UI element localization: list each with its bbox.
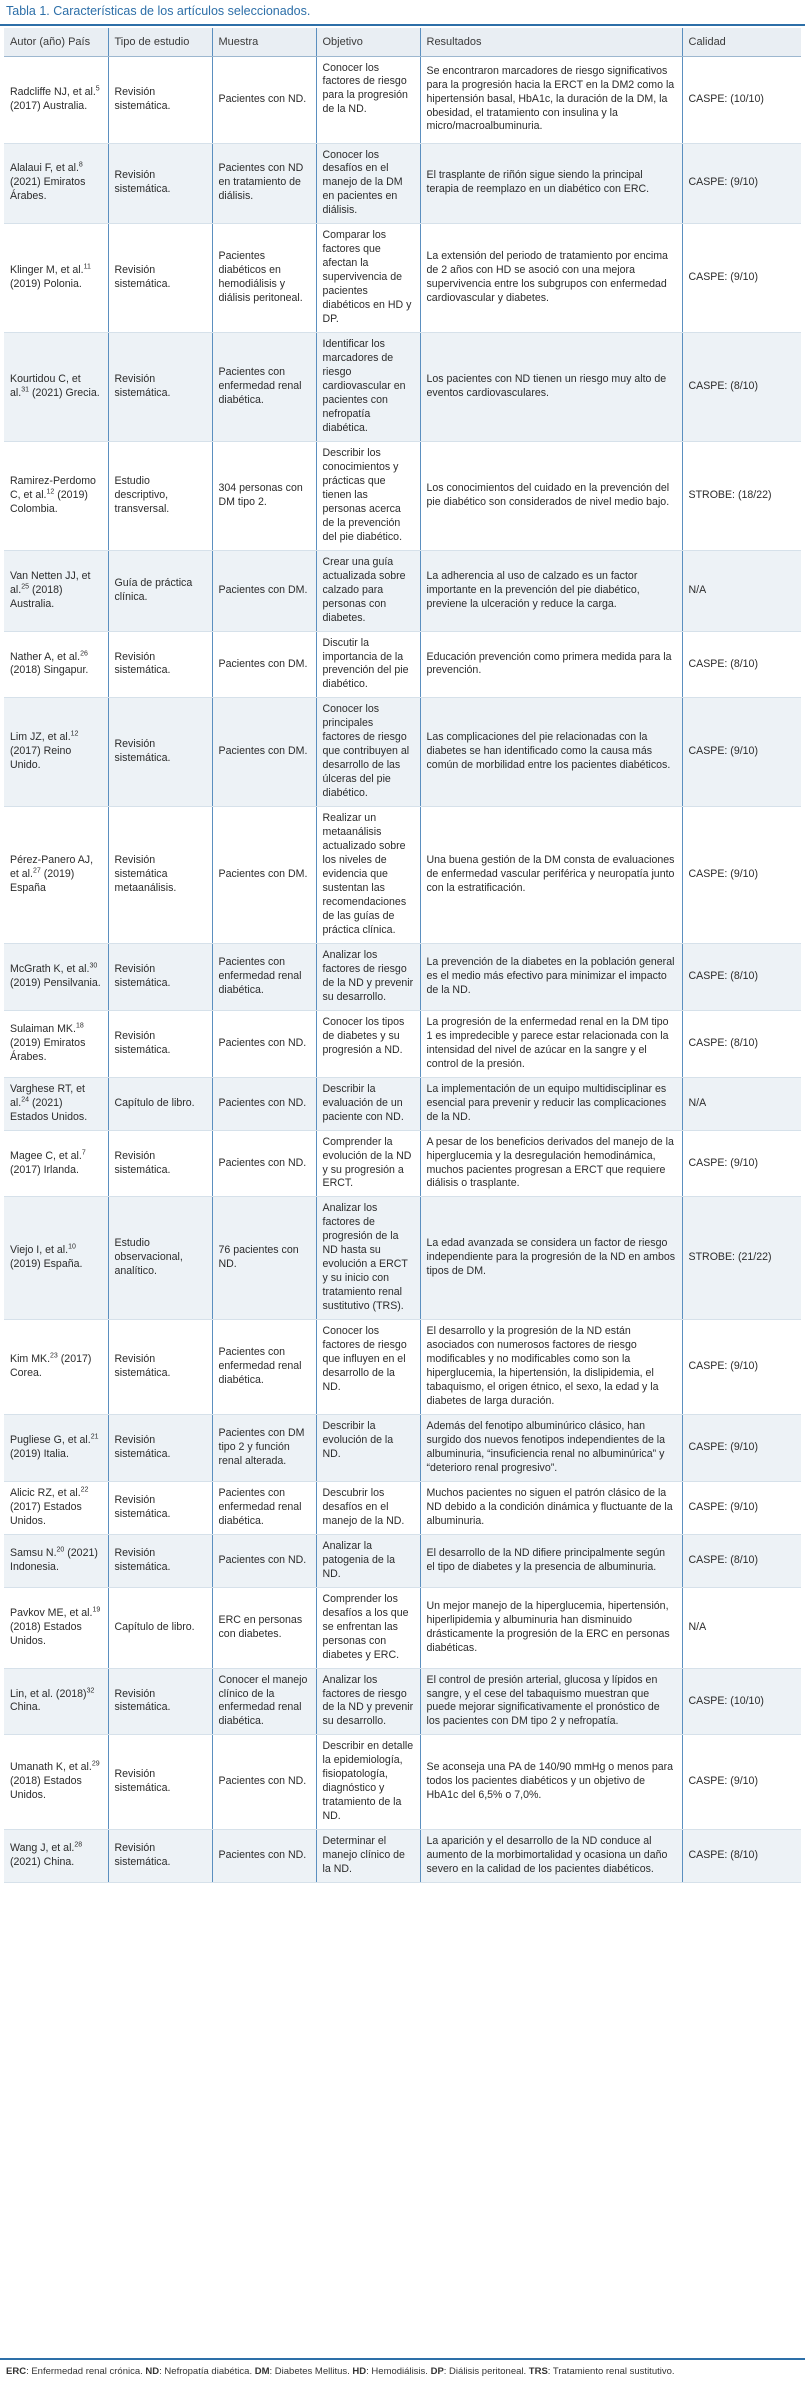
abbreviation-definition: : Diálisis peritoneal. — [443, 2366, 529, 2377]
reference-number: 19 — [92, 1606, 101, 1614]
table-body — [4, 56, 801, 1883]
cell-study-type: Revisión sistemática. — [108, 333, 212, 442]
cell-quality: CASPE: (9/10) — [682, 143, 801, 224]
author-name: Klinger M, et al. — [10, 264, 84, 277]
caption-label: Tabla 1. — [6, 4, 50, 18]
cell-results: El control de presión arterial, glucosa y lípidos en sangre, y el cese del tabaquismo muestran que puede mejorar significativamente el pronóstico de los pacientes con DM tipo 2 y nefropatía. — [420, 1668, 682, 1735]
cell-author — [4, 1320, 108, 1415]
cell-objective: Discutir la importancia de la prevención del pie diabético. — [316, 631, 420, 698]
reference-number: 12 — [46, 488, 55, 496]
table-row — [4, 1587, 801, 1668]
header-study-type: Tipo de estudio — [108, 28, 212, 56]
author-year-country: (2021) Emiratos Árabes. — [10, 176, 86, 203]
cell-objective: Describir la evaluación de un paciente con ND. — [316, 1077, 420, 1130]
cell-author — [4, 807, 108, 944]
reference-number: 30 — [89, 962, 98, 970]
author-year-country: (2017) Corea. — [10, 1353, 92, 1380]
cell-study-type: Revisión sistemática metaanálisis. — [108, 807, 212, 944]
reference-number: 28 — [74, 1841, 83, 1849]
table-row — [4, 1197, 801, 1320]
author-year-country: (2018) Estados Unidos. — [10, 1775, 82, 1802]
cell-sample: 304 personas con DM tipo 2. — [212, 441, 316, 550]
abbreviation: ERC — [6, 2366, 27, 2377]
cell-author — [4, 143, 108, 224]
cell-study-type: Revisión sistemática. — [108, 631, 212, 698]
cell-objective: Identificar los marcadores de riesgo cardiovascular en pacientes con nefropatía diabética. — [316, 333, 420, 442]
author-name: Radcliffe NJ, et al. — [10, 85, 96, 98]
cell-quality: CASPE: (9/10) — [682, 807, 801, 944]
author-year-country: (2018) Australia. — [10, 583, 63, 610]
cell-sample: Pacientes con enfermedad renal diabética. — [212, 1481, 316, 1534]
cell-study-type: Capítulo de libro. — [108, 1587, 212, 1668]
cell-quality: STROBE: (21/22) — [682, 1197, 801, 1320]
table-row — [4, 1010, 801, 1077]
reference-number: 22 — [80, 1486, 89, 1494]
reference-number: 8 — [78, 161, 83, 169]
cell-study-type: Estudio descriptivo, transversal. — [108, 441, 212, 550]
table-row — [4, 631, 801, 698]
cell-results: Muchos pacientes no siguen el patrón clásico de la ND debido a la condición dinámica y fluctuante de la albuminuria. — [420, 1481, 682, 1534]
cell-objective: Descubrir los desafíos en el manejo de la ND. — [316, 1481, 420, 1534]
table-caption — [6, 4, 310, 18]
author-year-country: (2021) Grecia. — [29, 387, 100, 400]
cell-sample: Pacientes con ND. — [212, 1077, 316, 1130]
author-name: Wang J, et al. — [10, 1842, 75, 1855]
author-year-country: (2019) Polonia. — [10, 278, 82, 291]
author-year-country: (2018) Estados Unidos. — [10, 1620, 82, 1647]
header-sample: Muestra — [212, 28, 316, 56]
cell-objective: Describir en detalle la epidemiología, fisiopatología, diagnóstico y tratamiento de la ND. — [316, 1735, 420, 1830]
cell-quality: CASPE: (9/10) — [682, 1130, 801, 1197]
reference-number: 23 — [50, 1352, 58, 1360]
cell-quality: CASPE: (8/10) — [682, 1830, 801, 1883]
author-name: Alicic RZ, et al. — [10, 1486, 81, 1499]
cell-quality: CASPE: (8/10) — [682, 943, 801, 1010]
cell-author — [4, 631, 108, 698]
reference-number: 26 — [80, 649, 88, 657]
cell-quality: CASPE: (9/10) — [682, 1481, 801, 1534]
cell-sample: Pacientes con DM. — [212, 698, 316, 807]
cell-study-type: Revisión sistemática. — [108, 224, 212, 333]
author-year-country: (2017) Irlanda. — [10, 1163, 79, 1176]
cell-results: Se aconseja una PA de 140/90 mmHg o menos para todos los pacientes diabéticos y un objetivo de HbA1c del 6,5% o 7,0%. — [420, 1735, 682, 1830]
cell-results: Los pacientes con ND tienen un riesgo muy alto de eventos cardiovasculares. — [420, 333, 682, 442]
table-row — [4, 943, 801, 1010]
abbreviation-definition: : Enfermedad renal crónica. — [26, 2366, 146, 2377]
cell-author — [4, 1587, 108, 1668]
author-year-country: (2019) Colombia. — [10, 488, 88, 515]
cell-objective: Crear una guía actualizada sobre calzado para personas con diabetes. — [316, 550, 420, 631]
table-row — [4, 441, 801, 550]
cell-results: Se encontraron marcadores de riesgo significativos para la progresión hacia la ERCT en la DM2 como la hipertensión basal, HbA1c, la duración de la DM, la obesidad, el tratamiento con insulina y la micro/macroalbuminuria. — [420, 56, 682, 143]
caption-title: Características de los artículos seleccionados. — [53, 4, 311, 18]
cell-author — [4, 441, 108, 550]
author-year-country: (2018) Singapur. — [10, 664, 89, 677]
author-name: Nather A, et al. — [10, 650, 81, 663]
cell-quality: CASPE: (9/10) — [682, 1320, 801, 1415]
table-row — [4, 1735, 801, 1830]
cell-quality: CASPE: (9/10) — [682, 1735, 801, 1830]
author-name: Umanath K, et al. — [10, 1761, 92, 1774]
table-row — [4, 1830, 801, 1883]
reference-number: 27 — [32, 867, 41, 875]
header-author: Autor (año) País — [4, 28, 108, 56]
table-row — [4, 1130, 801, 1197]
author-year-country: (2019) España. — [10, 1258, 83, 1271]
cell-objective: Describir los conocimientos y prácticas que tienen las personas acerca de la prevención del pie diabético. — [316, 441, 420, 550]
cell-author — [4, 1077, 108, 1130]
cell-results: La progresión de la enfermedad renal en la DM tipo 1 es impredecible y parece estar relacionada con la intensidad del nivel de azúcar en la sangre y el control de la presión. — [420, 1010, 682, 1077]
reference-number: 10 — [68, 1243, 76, 1251]
cell-author — [4, 1130, 108, 1197]
cell-study-type: Revisión sistemática. — [108, 1534, 212, 1587]
cell-sample: Pacientes con ND en tratamiento de diálisis. — [212, 143, 316, 224]
cell-objective: Analizar los factores de progresión de la ND hasta su evolución a ERCT y su inicio con tratamiento renal sustitutivo (TRS). — [316, 1197, 420, 1320]
author-year-country: (2019) Emiratos Árabes. — [10, 1036, 86, 1063]
author-year-country: (2019) Italia. — [10, 1447, 69, 1460]
author-year-country: (2021) Indonesia. — [10, 1546, 98, 1573]
cell-quality: CASPE: (9/10) — [682, 698, 801, 807]
cell-results: El desarrollo de la ND difiere principalmente según el tipo de diabetes y la presencia de albuminuria. — [420, 1534, 682, 1587]
cell-study-type: Revisión sistemática. — [108, 943, 212, 1010]
reference-number: 31 — [21, 386, 29, 394]
cell-sample: Pacientes con ND. — [212, 56, 316, 143]
table-row — [4, 1668, 801, 1735]
cell-study-type: Revisión sistemática. — [108, 1320, 212, 1415]
cell-sample: Pacientes diabéticos en hemodiálisis y diálisis peritoneal. — [212, 224, 316, 333]
table-row — [4, 698, 801, 807]
cell-author — [4, 333, 108, 442]
reference-number: 11 — [83, 263, 91, 271]
cell-objective: Analizar la patogenia de la ND. — [316, 1534, 420, 1587]
author-year-country: (2019) España — [10, 868, 75, 895]
cell-study-type: Revisión sistemática. — [108, 1481, 212, 1534]
cell-author — [4, 56, 108, 143]
cell-results: Las complicaciones del pie relacionadas con la diabetes se han identificado como la causa más común de morbilidad entre los pacientes diabéticos. — [420, 698, 682, 807]
author-name: Magee C, et al. — [10, 1149, 82, 1162]
cell-author — [4, 1830, 108, 1883]
author-name: McGrath K, et al. — [10, 962, 90, 975]
cell-sample: Pacientes con DM. — [212, 550, 316, 631]
author-year-country: (2021) China. — [10, 1856, 75, 1869]
author-year-country: (2019) Pensilvania. — [10, 976, 101, 989]
cell-quality: CASPE: (8/10) — [682, 1010, 801, 1077]
table-row — [4, 1077, 801, 1130]
cell-results: Además del fenotipo albuminúrico clásico, han surgido dos nuevos fenotipos independientes de la albuminuria, “insuficiencia renal no albuminúrica” y “deterioro renal progresivo”. — [420, 1415, 682, 1482]
cell-study-type: Revisión sistemática. — [108, 143, 212, 224]
cell-study-type: Revisión sistemática. — [108, 1830, 212, 1883]
cell-author — [4, 1010, 108, 1077]
header-results: Resultados — [420, 28, 682, 56]
author-name: Viejo I, et al. — [10, 1244, 69, 1257]
cell-results: El desarrollo y la progresión de la ND están asociados con numerosos factores de riesgo modificables y no modificables como son la hiperglucemia, la hipertensión, la dislipidemia, el tabaquismo, el origen étnico, el sexo, la edad y la diabetes de larga duración. — [420, 1320, 682, 1415]
header-objective: Objetivo — [316, 28, 420, 56]
cell-objective: Conocer los principales factores de riesgo que contribuyen al desarrollo de las úlceras del pie diabético. — [316, 698, 420, 807]
cell-results: La aparición y el desarrollo de la ND conduce al aumento de la morbimortalidad y ocasiona un daño severo en la calidad de los pacientes diabéticos. — [420, 1830, 682, 1883]
author-name: Varghese RT, et al. — [10, 1082, 85, 1109]
cell-sample: Pacientes con DM. — [212, 807, 316, 944]
header-row — [4, 28, 801, 56]
cell-author — [4, 1668, 108, 1735]
author-year-country: (2017) Estados Unidos. — [10, 1500, 82, 1527]
cell-results: La edad avanzada se considera un factor de riesgo independiente para la progresión de la ND en ambos tipos de DM. — [420, 1197, 682, 1320]
reference-number: 32 — [86, 1686, 95, 1694]
cell-study-type: Revisión sistemática. — [108, 56, 212, 143]
cell-objective: Conocer los tipos de diabetes y su progresión a ND. — [316, 1010, 420, 1077]
table-row — [4, 1481, 801, 1534]
cell-sample: Pacientes con DM tipo 2 y función renal alterada. — [212, 1415, 316, 1482]
cell-author — [4, 1481, 108, 1534]
cell-results: Un mejor manejo de la hiperglucemia, hipertensión, hiperlipidemia y albuminuria han disminuido drásticamente la progresión de la ERC en personas diabéticas. — [420, 1587, 682, 1668]
table-row — [4, 807, 801, 944]
abbreviation: DP — [430, 2366, 444, 2377]
reference-number: 12 — [70, 730, 79, 738]
abbreviation-definition: : Nefropatía diabética. — [159, 2366, 255, 2377]
cell-sample: 76 pacientes con ND. — [212, 1197, 316, 1320]
cell-quality: CASPE: (10/10) — [682, 1668, 801, 1735]
cell-objective: Realizar un metaanálisis actualizado sobre los niveles de evidencia que sustentan las recomendaciones de las guías de práctica clínica. — [316, 807, 420, 944]
cell-quality: N/A — [682, 1587, 801, 1668]
cell-quality: STROBE: (18/22) — [682, 441, 801, 550]
cell-author — [4, 1735, 108, 1830]
cell-results: Educación prevención como primera medida para la prevención. — [420, 631, 682, 698]
cell-study-type: Revisión sistemática. — [108, 698, 212, 807]
cell-quality: CASPE: (9/10) — [682, 1415, 801, 1482]
abbreviation: DM — [254, 2366, 270, 2377]
cell-sample: Pacientes con ND. — [212, 1010, 316, 1077]
reference-number: 29 — [91, 1760, 100, 1768]
cell-quality: N/A — [682, 550, 801, 631]
author-name: Kim MK. — [10, 1353, 51, 1366]
cell-sample: Pacientes con enfermedad renal diabética. — [212, 333, 316, 442]
abbreviations-footnote — [6, 2366, 675, 2377]
reference-number: 7 — [81, 1149, 86, 1157]
cell-quality: CASPE: (10/10) — [682, 56, 801, 143]
cell-results: Una buena gestión de la DM consta de evaluaciones de enfermedad vascular periférica y neuropatía junto con la estratificación. — [420, 807, 682, 944]
author-year-country: China. — [10, 1701, 41, 1714]
header-quality: Calidad — [682, 28, 801, 56]
author-year-country: (2017) Reino Unido. — [10, 745, 72, 772]
author-name: Sulaiman MK. — [10, 1022, 76, 1035]
table-row — [4, 56, 801, 143]
abbreviation: ND — [145, 2366, 160, 2377]
cell-results: La implementación de un equipo multidisciplinar es esencial para prevenir y reducir las complicaciones de la ND. — [420, 1077, 682, 1130]
author-name: Lim JZ, et al. — [10, 731, 71, 744]
cell-results: La extensión del periodo de tratamiento por encima de 2 años con HD se asoció con una mejora supervivencia entre los subgrupos con enfermedad cardiovascular y diabetes. — [420, 224, 682, 333]
cell-sample: Pacientes con ND. — [212, 1130, 316, 1197]
cell-sample: Pacientes con enfermedad renal diabética. — [212, 1320, 316, 1415]
table-header — [4, 28, 801, 56]
table-row — [4, 1320, 801, 1415]
cell-results: Los conocimientos del cuidado en la prevención del pie diabético son considerados de nivel medio bajo. — [420, 441, 682, 550]
table-row — [4, 1534, 801, 1587]
abbreviation-definition: : Tratamiento renal sustitutivo. — [547, 2366, 675, 2377]
cell-objective: Comparar los factores que afectan la supervivencia de pacientes diabéticos en HD y DP. — [316, 224, 420, 333]
articles-table-wrapper — [4, 28, 801, 1883]
table-row — [4, 143, 801, 224]
cell-sample: Pacientes con ND. — [212, 1830, 316, 1883]
cell-author — [4, 698, 108, 807]
abbreviation: TRS — [528, 2366, 548, 2377]
reference-number: 18 — [75, 1022, 84, 1030]
cell-objective: Conocer los factores de riesgo para la progresión de la ND. — [316, 56, 420, 143]
cell-objective: Determinar el manejo clínico de la ND. — [316, 1830, 420, 1883]
author-name: Ramirez-Perdomo C, et al. — [10, 474, 96, 501]
cell-quality: CASPE: (8/10) — [682, 631, 801, 698]
cell-author — [4, 1197, 108, 1320]
cell-sample: Pacientes con DM. — [212, 631, 316, 698]
cell-results: El trasplante de riñón sigue siendo la principal terapia de reemplazo en un diabético con ERC. — [420, 143, 682, 224]
cell-sample: Conocer el manejo clínico de la enfermedad renal diabética. — [212, 1668, 316, 1735]
cell-results: A pesar de los beneficios derivados del manejo de la hiperglucemia y la desregulación hemodinámica, muchos pacientes progresan a ERCT que requiere diálisis o trasplante. — [420, 1130, 682, 1197]
cell-study-type: Capítulo de libro. — [108, 1077, 212, 1130]
cell-quality: CASPE: (9/10) — [682, 224, 801, 333]
cell-study-type: Estudio observacional, analítico. — [108, 1197, 212, 1320]
cell-study-type: Guía de práctica clínica. — [108, 550, 212, 631]
cell-results: La prevención de la diabetes en la población general es el medio más efectivo para minimizar el impacto de la ND. — [420, 943, 682, 1010]
cell-study-type: Revisión sistemática. — [108, 1415, 212, 1482]
author-name: Pavkov ME, et al. — [10, 1606, 93, 1619]
table-row — [4, 333, 801, 442]
cell-results: La adherencia al uso de calzado es un factor importante en la prevención del pie diabético, previene la ulceración y reduce la carga. — [420, 550, 682, 631]
cell-quality: N/A — [682, 1077, 801, 1130]
cell-objective: Comprender los desafíos a los que se enfrentan las personas con diabetes y ERC. — [316, 1587, 420, 1668]
cell-sample: ERC en personas con diabetes. — [212, 1587, 316, 1668]
cell-author — [4, 1534, 108, 1587]
articles-table — [4, 28, 801, 1883]
cell-study-type: Revisión sistemática. — [108, 1668, 212, 1735]
cell-objective: Comprender la evolución de la ND y su progresión a ERCT. — [316, 1130, 420, 1197]
table-row — [4, 1415, 801, 1482]
reference-number: 24 — [21, 1096, 29, 1104]
reference-number: 20 — [56, 1546, 65, 1554]
cell-study-type: Revisión sistemática. — [108, 1010, 212, 1077]
author-name: Kourtidou C, et al. — [10, 373, 81, 400]
cell-sample: Pacientes con ND. — [212, 1735, 316, 1830]
cell-quality: CASPE: (8/10) — [682, 1534, 801, 1587]
top-rule — [0, 24, 805, 26]
cell-study-type: Revisión sistemática. — [108, 1735, 212, 1830]
cell-objective: Conocer los factores de riesgo que influyen en el desarrollo de la ND. — [316, 1320, 420, 1415]
bottom-rule — [0, 2358, 805, 2360]
cell-objective: Analizar los factores de riesgo de la ND y prevenir su desarrollo. — [316, 943, 420, 1010]
cell-author — [4, 943, 108, 1010]
author-name: Pérez-Panero AJ, et al. — [10, 854, 94, 881]
cell-objective: Describir la evolución de la ND. — [316, 1415, 420, 1482]
abbreviation-definition: : Hemodiálisis. — [366, 2366, 431, 2377]
author-name: Pugliese G, et al. — [10, 1433, 91, 1446]
author-name: Alalaui F, et al. — [10, 162, 79, 175]
cell-sample: Pacientes con enfermedad renal diabética. — [212, 943, 316, 1010]
reference-number: 21 — [90, 1433, 99, 1441]
cell-quality: CASPE: (8/10) — [682, 333, 801, 442]
author-name: Van Netten JJ, et al. — [10, 569, 91, 596]
table-row — [4, 224, 801, 333]
abbreviation: HD — [352, 2366, 367, 2377]
author-name: Samsu N. — [10, 1546, 57, 1559]
author-year-country: (2021) Estados Unidos. — [10, 1096, 88, 1123]
author-name: Lin, et al. (2018) — [10, 1687, 87, 1700]
reference-number: 5 — [95, 85, 100, 93]
cell-objective: Conocer los desafíos en el manejo de la DM en pacientes en diálisis. — [316, 143, 420, 224]
cell-author — [4, 224, 108, 333]
table-row — [4, 550, 801, 631]
author-year-country: (2017) Australia. — [10, 99, 88, 112]
cell-author — [4, 550, 108, 631]
cell-study-type: Revisión sistemática. — [108, 1130, 212, 1197]
abbreviation-definition: : Diabetes Mellitus. — [269, 2366, 353, 2377]
reference-number: 25 — [21, 583, 29, 591]
cell-sample: Pacientes con ND. — [212, 1534, 316, 1587]
cell-objective: Analizar los factores de riesgo de la ND y prevenir su desarrollo. — [316, 1668, 420, 1735]
cell-author — [4, 1415, 108, 1482]
